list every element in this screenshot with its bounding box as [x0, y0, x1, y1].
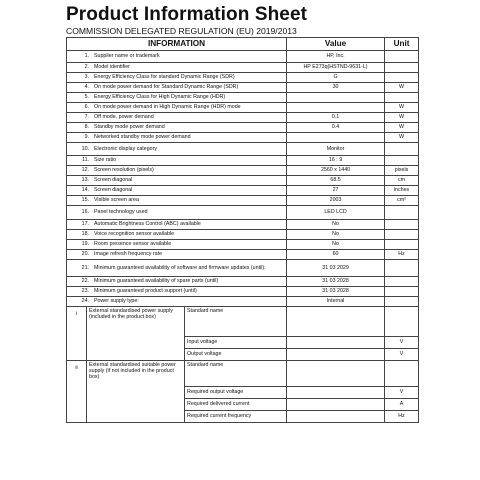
- row-number: 18.: [81, 231, 89, 238]
- info-value: No: [287, 240, 385, 250]
- row-number: 13.: [81, 177, 89, 184]
- row-number: 22.: [81, 278, 89, 285]
- row-number: 9.: [84, 134, 89, 141]
- info-value: 2560 x 1440: [287, 166, 385, 176]
- row-label: Energy Efficiency Class for standard Dynamic Range (SDR): [94, 74, 235, 81]
- info-unit: [385, 73, 419, 83]
- info-label: [67, 260, 287, 277]
- info-label: [67, 63, 287, 73]
- header-unit: Unit: [385, 38, 419, 51]
- row-number: 20.: [81, 251, 89, 258]
- info-label: [67, 133, 287, 143]
- info-label: [67, 230, 287, 240]
- row-number: 19.: [81, 241, 89, 248]
- info-unit: [385, 220, 419, 230]
- power-supply-label: Standard name: [185, 361, 287, 387]
- table-row: [67, 83, 419, 93]
- info-value: 60: [287, 250, 385, 260]
- power-supply-unit: V: [385, 337, 419, 349]
- info-unit: W: [385, 123, 419, 133]
- table-row: [67, 143, 419, 156]
- table-row: [67, 176, 419, 186]
- table-row: [67, 51, 419, 63]
- power-supply-value: [287, 399, 385, 411]
- row-number: 2.: [84, 64, 89, 71]
- power-supply-value: [287, 387, 385, 399]
- info-value: 0.4: [287, 123, 385, 133]
- product-info-table: [66, 37, 419, 423]
- info-label: [67, 93, 287, 103]
- row-label: Visible screen area: [94, 197, 139, 204]
- info-label: [67, 277, 287, 287]
- table-row: [67, 166, 419, 176]
- row-label: Panel technology used: [94, 209, 148, 216]
- info-unit: [385, 297, 419, 307]
- table-header-row: [67, 38, 419, 51]
- row-number: 10.: [81, 145, 89, 152]
- regulation-subtitle: COMMISSION DELEGATED REGULATION (EU) 2019/2013: [66, 26, 297, 36]
- info-value: 27: [287, 186, 385, 196]
- info-label: [67, 51, 287, 63]
- row-label: Networked standby mode power demand: [94, 134, 191, 141]
- info-label: [67, 287, 287, 297]
- row-label: Electronic display category: [94, 145, 158, 152]
- info-value: 30: [287, 83, 385, 93]
- info-label: [67, 73, 287, 83]
- table-row: [67, 196, 419, 206]
- row-label: Screen diagonal: [94, 177, 133, 184]
- row-number: 23.: [81, 288, 89, 295]
- info-label: [67, 297, 287, 307]
- table-row: [67, 123, 419, 133]
- table-row: [67, 250, 419, 260]
- info-label: [67, 176, 287, 186]
- row-label: Voice recognition sensor available: [94, 231, 175, 238]
- row-label: Minimum guaranteed product support (until): [94, 288, 197, 295]
- row-number: 8.: [84, 124, 89, 131]
- row-label: Energy Efficiency Class for High Dynamic Range (HDR): [94, 94, 226, 101]
- power-supply-label: Required current frequency: [185, 411, 287, 423]
- info-label: [67, 186, 287, 196]
- info-unit: pixels: [385, 166, 419, 176]
- power-supply-value: [287, 361, 385, 387]
- table-row: [67, 287, 419, 297]
- row-label: Minimum guaranteed availability of software and firmware updates (until):: [94, 264, 266, 271]
- info-value: 31 03 2028: [287, 287, 385, 297]
- power-supply-label: Required output voltage: [185, 387, 287, 399]
- power-supply-description: External standardised suitable power supply (if not included in the product box): [87, 361, 185, 423]
- page-title: Product Information Sheet: [66, 4, 308, 25]
- info-unit: W: [385, 83, 419, 93]
- power-supply-label: Input voltage: [185, 337, 287, 349]
- table-row: [67, 63, 419, 73]
- info-unit: [385, 51, 419, 63]
- info-label: [67, 113, 287, 123]
- info-value: 68.5: [287, 176, 385, 186]
- info-unit: W: [385, 113, 419, 123]
- info-value: No: [287, 220, 385, 230]
- row-number: 17.: [81, 221, 89, 228]
- info-label: [67, 156, 287, 166]
- row-label: Screen diagonal: [94, 187, 133, 194]
- info-unit: [385, 156, 419, 166]
- row-number: 15.: [81, 197, 89, 204]
- info-value: [287, 103, 385, 113]
- row-label: Model identifier: [94, 64, 130, 71]
- info-unit: cm²: [385, 196, 419, 206]
- power-supply-label: Output voltage: [185, 349, 287, 361]
- info-unit: [385, 206, 419, 220]
- row-label: Room presence sensor available: [94, 241, 172, 248]
- row-number: 1.: [84, 53, 89, 60]
- row-number: 6.: [84, 104, 89, 111]
- row-number: 14.: [81, 187, 89, 194]
- power-supply-description: External standardised power supply (included in the product box): [87, 307, 185, 361]
- row-number: 3.: [84, 74, 89, 81]
- power-supply-label: Standard name: [185, 307, 287, 337]
- info-label: [67, 83, 287, 93]
- power-supply-unit: [385, 361, 419, 387]
- info-unit: W: [385, 133, 419, 143]
- power-supply-value: [287, 337, 385, 349]
- table-row: [67, 113, 419, 123]
- info-label: [67, 103, 287, 113]
- row-label: Supplier name or trademark: [94, 53, 160, 60]
- table-row: [67, 133, 419, 143]
- row-number: 11.: [82, 157, 89, 164]
- info-unit: inches: [385, 186, 419, 196]
- row-label: On mode power demand in High Dynamic Range (HDR) mode: [94, 104, 241, 111]
- power-supply-value: [287, 349, 385, 361]
- info-value: Internal: [287, 297, 385, 307]
- info-value: 2003: [287, 196, 385, 206]
- info-unit: [385, 93, 419, 103]
- header-value: Value: [287, 38, 385, 51]
- table-row: [67, 220, 419, 230]
- info-value: HP, Inc.: [287, 51, 385, 63]
- info-unit: [385, 287, 419, 297]
- table-row: [67, 186, 419, 196]
- info-unit: [385, 277, 419, 287]
- row-number: 4.: [84, 84, 89, 91]
- info-label: [67, 166, 287, 176]
- info-value: [287, 133, 385, 143]
- info-value: No: [287, 230, 385, 240]
- info-value: 16 : 9: [287, 156, 385, 166]
- power-supply-label: Required delivered current: [185, 399, 287, 411]
- power-supply-unit: A: [385, 399, 419, 411]
- info-label: [67, 240, 287, 250]
- info-unit: [385, 260, 419, 277]
- power-supply-unit: [385, 307, 419, 337]
- row-number: 16.: [81, 209, 89, 216]
- row-label: Off mode, power demand: [94, 114, 154, 121]
- power-supply-index: i: [67, 307, 87, 361]
- row-number: 24.: [81, 298, 89, 305]
- table-row: [67, 260, 419, 277]
- power-supply-unit: Hz: [385, 411, 419, 423]
- power-supply-row: [67, 307, 419, 337]
- table-row: [67, 206, 419, 220]
- info-unit: cm: [385, 176, 419, 186]
- info-label: [67, 220, 287, 230]
- row-label: Size ratio: [94, 157, 117, 164]
- row-number: 7.: [84, 114, 89, 121]
- power-supply-row: [67, 361, 419, 387]
- table-row: [67, 103, 419, 113]
- info-unit: W: [385, 103, 419, 113]
- table-row: [67, 297, 419, 307]
- info-unit: [385, 240, 419, 250]
- info-label: [67, 250, 287, 260]
- table-row: [67, 240, 419, 250]
- row-label: Screen resolution (pixels): [94, 167, 154, 174]
- info-label: [67, 196, 287, 206]
- info-value: [287, 93, 385, 103]
- table-row: [67, 156, 419, 166]
- info-value: 31 03 2029: [287, 260, 385, 277]
- info-label: [67, 123, 287, 133]
- info-unit: [385, 143, 419, 156]
- row-label: Automatic Brightness Control (ABC) available: [94, 221, 201, 228]
- power-supply-index: ii: [67, 361, 87, 423]
- info-value: Monitor: [287, 143, 385, 156]
- info-unit: [385, 63, 419, 73]
- power-supply-value: [287, 307, 385, 337]
- info-value: HP E273q(HSTND-9631-L): [287, 63, 385, 73]
- table-row: [67, 93, 419, 103]
- info-value: 31 03 2028: [287, 277, 385, 287]
- header-information: INFORMATION: [67, 38, 287, 51]
- info-unit: [385, 230, 419, 240]
- row-number: 12.: [81, 167, 89, 174]
- power-supply-unit: V: [385, 387, 419, 399]
- row-label: Power supply type:: [94, 298, 139, 305]
- info-label: [67, 143, 287, 156]
- table-row: [67, 73, 419, 83]
- row-number: 21.: [81, 264, 89, 271]
- row-label: Minimum guaranteed availability of spare parts (until): [94, 278, 219, 285]
- info-unit: Hz: [385, 250, 419, 260]
- row-label: Image refresh frequency rate: [94, 251, 163, 258]
- info-value: 0.1: [287, 113, 385, 123]
- table-row: [67, 277, 419, 287]
- row-label: Standby mode power demand: [94, 124, 165, 131]
- row-number: 5.: [84, 94, 89, 101]
- info-label: [67, 206, 287, 220]
- info-value: LED LCD: [287, 206, 385, 220]
- power-supply-value: [287, 411, 385, 423]
- power-supply-unit: V: [385, 349, 419, 361]
- row-label: On mode power demand for Standard Dynamic Range (SDR): [94, 84, 239, 91]
- info-value: G: [287, 73, 385, 83]
- table-row: [67, 230, 419, 240]
